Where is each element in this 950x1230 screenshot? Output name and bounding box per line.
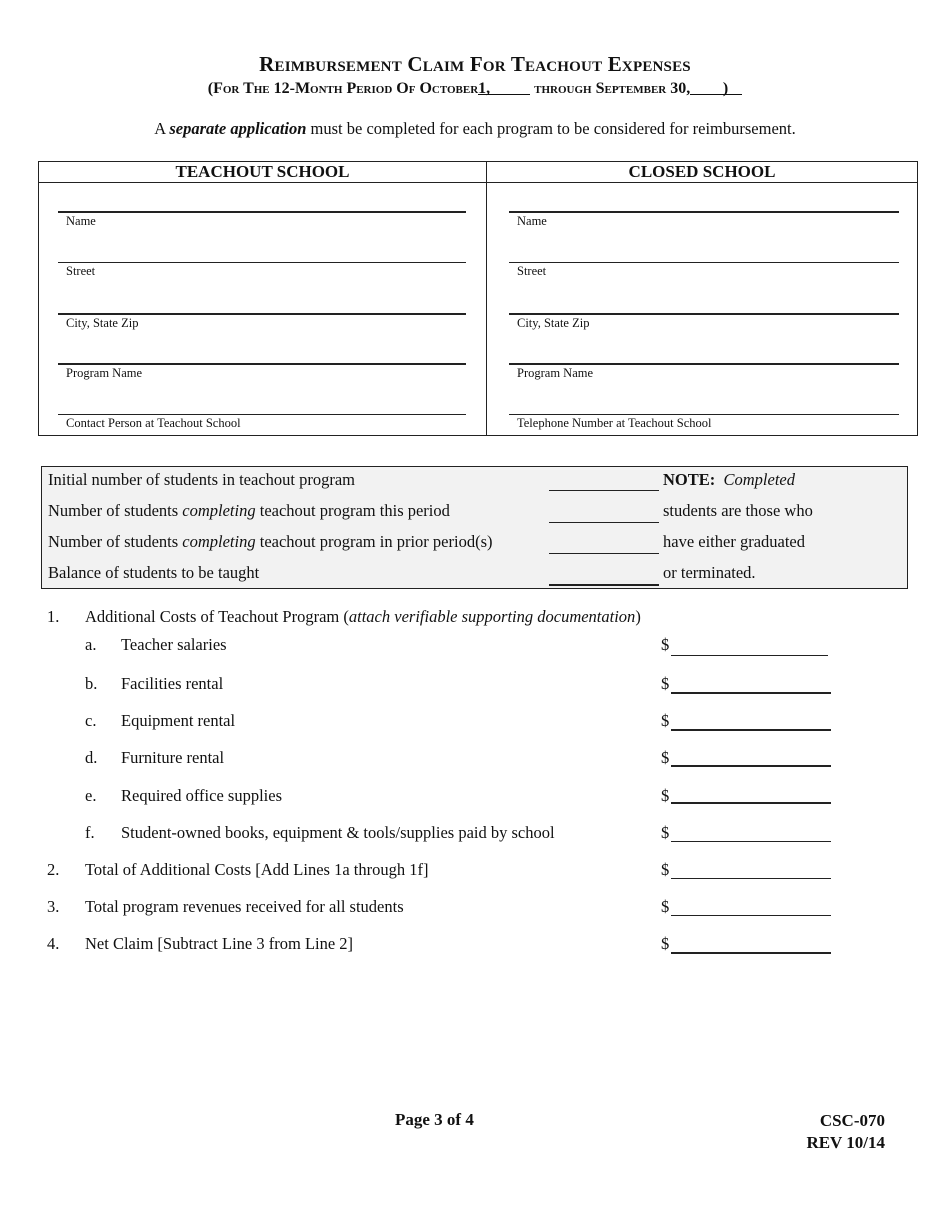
- facilities-rental-amount[interactable]: [671, 672, 831, 694]
- line-3-number: 3.: [47, 897, 60, 916]
- teachout-contact-field[interactable]: [58, 414, 466, 431]
- equipment-rental-amount[interactable]: [671, 709, 831, 731]
- subtitle-mid: through September 30,: [534, 80, 691, 97]
- row-text: Balance of students to be taught: [48, 563, 260, 582]
- line-1c-label: Equipment rental: [121, 711, 236, 730]
- start-year-field[interactable]: [478, 80, 530, 95]
- field-label: Name: [517, 214, 547, 228]
- form-id: CSC-070: [819, 1111, 885, 1130]
- subtitle-day1: 1,: [478, 80, 491, 97]
- row-text: Number of students: [48, 532, 183, 551]
- closed-school-column: [487, 162, 917, 435]
- subtitle-close: ): [722, 80, 729, 97]
- field-label: Name: [66, 214, 96, 228]
- form-subtitle: [0, 80, 950, 98]
- students-row-completing-prior: [48, 532, 493, 552]
- line-4-number: 4.: [47, 934, 60, 953]
- closed-school-heading: CLOSED SCHOOL: [487, 162, 917, 183]
- form-revision: REV 10/14: [806, 1133, 885, 1152]
- closed-city-field[interactable]: [509, 313, 899, 331]
- line-3-currency: $: [661, 897, 670, 916]
- line-1b-currency: $: [661, 674, 670, 693]
- teachout-city-field[interactable]: [58, 313, 466, 331]
- line-3-label: Total program revenues received for all students: [85, 897, 404, 916]
- note-line-2: students are those who: [663, 501, 813, 520]
- line-4-label: Net Claim [Subtract Line 3 from Line 2]: [85, 934, 354, 953]
- students-row-initial: [48, 470, 355, 490]
- school-info-table: [38, 161, 918, 436]
- line-1e-letter: e.: [85, 786, 97, 805]
- students-summary-box: [41, 466, 908, 589]
- line-1c-letter: c.: [85, 711, 97, 730]
- end-year-field[interactable]: [690, 80, 742, 95]
- line-2-number: 2.: [47, 860, 60, 879]
- instruction-rest: must be completed for each program to be considered for reimbursement.: [310, 119, 796, 138]
- subtitle-prefix: (For The 12-Month Period Of October: [207, 80, 479, 97]
- line-1a-label: Teacher salaries: [121, 635, 227, 654]
- initial-students-input[interactable]: [549, 469, 659, 491]
- row-text: Initial number of students in teachout program: [48, 470, 356, 489]
- office-supplies-amount[interactable]: [671, 782, 831, 804]
- balance-students-input[interactable]: [549, 563, 659, 586]
- line-1a-currency: $: [661, 635, 670, 654]
- field-label: Telephone Number at Teachout School: [517, 416, 712, 430]
- line-1c-currency: $: [661, 711, 670, 730]
- row-emphasis: completing: [182, 501, 256, 520]
- field-label: City, State Zip: [517, 316, 590, 330]
- total-revenues-amount[interactable]: [671, 895, 831, 916]
- row-text: teachout program in prior period(s): [255, 532, 493, 551]
- line-1d-currency: $: [661, 748, 670, 767]
- line-1e-label: Required office supplies: [121, 786, 282, 805]
- form-identifier: [760, 1110, 885, 1154]
- line-1d-letter: d.: [85, 748, 98, 767]
- row-text: Number of students: [48, 501, 183, 520]
- line-1f-letter: f.: [85, 823, 95, 842]
- note-line-3: have either graduated: [663, 532, 806, 551]
- note-line-1: [663, 470, 795, 490]
- teachout-school-column: [39, 162, 487, 435]
- line-1a-letter: a.: [85, 635, 97, 654]
- students-row-balance: [48, 563, 259, 583]
- completing-prior-input[interactable]: [549, 532, 659, 554]
- closed-program-field[interactable]: [509, 363, 899, 381]
- line-1f-label: Student-owned books, equipment & tools/supplies paid by school: [121, 823, 555, 842]
- furniture-rental-amount[interactable]: [671, 745, 831, 767]
- note-line-4: or terminated.: [663, 563, 756, 582]
- line-1f-currency: $: [661, 823, 670, 842]
- completing-period-input[interactable]: [549, 501, 659, 523]
- instruction-text: [0, 119, 950, 139]
- line-1-text: Additional Costs of Teachout Program (: [85, 607, 349, 626]
- field-label: Street: [66, 264, 96, 278]
- line-1-heading: [85, 607, 641, 627]
- teachout-program-field[interactable]: [58, 363, 466, 381]
- line-1-emphasis: attach verifiable supporting documentation: [348, 607, 636, 626]
- line-1-number: 1.: [47, 607, 60, 626]
- field-label: City, State Zip: [66, 316, 139, 330]
- line-1d-label: Furniture rental: [121, 748, 225, 767]
- note-emphasis: Completed: [723, 470, 796, 489]
- page-number: Page 3 of 4: [395, 1110, 474, 1129]
- field-label: Street: [517, 264, 547, 278]
- line-1e-currency: $: [661, 786, 670, 805]
- line-4-currency: $: [661, 934, 670, 953]
- instruction-emphasis: separate application: [169, 119, 307, 138]
- closed-name-field[interactable]: [509, 211, 899, 229]
- line-1b-label: Facilities rental: [121, 674, 224, 693]
- student-books-amount[interactable]: [671, 821, 831, 842]
- teacher-salaries-amount[interactable]: [671, 634, 828, 656]
- teachout-street-field[interactable]: [58, 262, 466, 279]
- teachout-school-heading: TEACHOUT SCHOOL: [39, 162, 486, 183]
- field-label: Program Name: [66, 366, 143, 380]
- line-1-close: ): [635, 607, 641, 626]
- students-row-completing-period: [48, 501, 450, 521]
- row-emphasis: completing: [182, 532, 256, 551]
- note-label: NOTE:: [663, 470, 716, 489]
- row-text: teachout program this period: [255, 501, 450, 520]
- teachout-name-field[interactable]: [58, 211, 466, 229]
- total-additional-costs-amount[interactable]: [671, 858, 831, 879]
- net-claim-amount[interactable]: [671, 932, 831, 954]
- closed-telephone-field[interactable]: [509, 414, 899, 431]
- form-title: Reimbursement Claim For Teachout Expenses: [259, 52, 691, 76]
- line-1b-letter: b.: [85, 674, 98, 693]
- field-label: Contact Person at Teachout School: [66, 416, 241, 430]
- line-2-label: Total of Additional Costs [Add Lines 1a through 1f]: [85, 860, 429, 879]
- instruction-a: A: [154, 119, 166, 138]
- field-label: Program Name: [517, 366, 594, 380]
- line-2-currency: $: [661, 860, 670, 879]
- closed-street-field[interactable]: [509, 262, 899, 279]
